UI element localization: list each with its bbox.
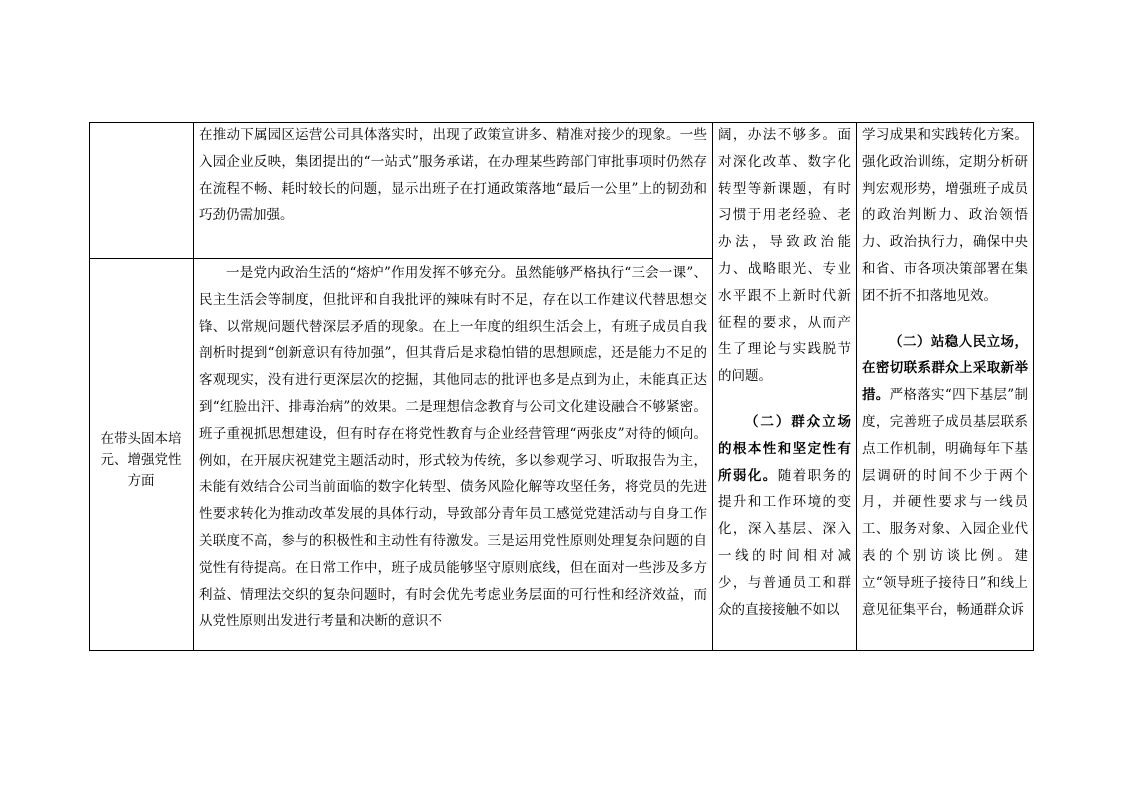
cause-heading-masses: （二）群众立场的根本性和坚定性有所弱化。 [718,413,851,484]
row-divider [89,258,713,259]
column-divider-3 [856,122,857,651]
row2-aspect-label: 在带头固本培元、增强党性方面 [100,431,182,489]
column-divider-2 [712,122,713,651]
table-left-border [89,122,90,651]
measure-paragraph-2-text: 严格落实“四下基层”制度，完善班子成员基层联系点工作机制，明确每年下基层调研的时间不少于两个月，并硬性要求与一线员工、服务对象、入园企业代表的个别访谈比例。建立“领导班子接待日”和线上意见征集平台，畅通群众诉 [862,387,1029,618]
column-divider-1 [193,122,194,651]
row2-problem-text: 一是党内政治生活的“熔炉”作用发挥不够充分。虽然能够严格执行“三会一课”、民主生活会等制度，但批评和自我批评的辣味有时不足，存在以工作建议代替思想交锋、以常规问题代替深层矛盾的现象。在上一年度的组织生活会上，有班子成员自我剖析时提到“创新意识有待加强”，但其背后是求稳怕错的思想顾虑，还是能力不足的客观现实，没有进行更深层次的挖掘，其他同志的批评也多是点到为止，未能真正达到“红脸出汗、排毒治病”的效果。二是理想信念教育与公司文化建设融合不够紧密。班子重视抓思想建设，但有时存在将党性教育与企业经营管理“两张皮”对待的倾向。例如，在开展庆祝建党主题活动时，形式较为传统，多以参观学习、听取报告为主，未能有效结合公司当前面临的数字化转型、债务风险化解等攻坚任务，将党员的先进性要求转化为推动改革发展的具体行动，导致部分青年员工感觉党建活动与自身工作关联度不高，参与的积极性和主动性有待激发。三是运用党性原则处理复杂问题的自觉性有待提高。在日常工作中，班子成员能够坚守原则底线，但在面对一些涉及多方利益、情理法交织的复杂问题时，有时会优先考虑业务层面的可行性和经济效益，而从党性原则出发进行考量和决断的意识不 [199,265,707,630]
cause-paragraph-2-text: 随着职务的提升和工作环境的变化，深入基层、深入一线的时间相对减少，与普通员工和群众的直接接触不如以 [718,467,851,618]
cause-paragraph-2 [718,409,851,623]
table-bottom-border [89,650,1034,651]
row1-problem-text: 在推动下属园区运营公司具体落实时，出现了政策宣讲多、精准对接少的现象。一些入园企业反映，集团提出的“一站式”服务承诺，在办理某些跨部门审批事项时仍然存在流程不畅、耗时较长的问题，显示出班子在打通政策落地“最后一公里”上的韧劲和巧劲仍需加强。 [199,127,707,224]
measure-heading-people: （二）站稳人民立场，在密切联系群众上采取新举措。 [862,333,1028,404]
measures-column [862,122,1028,623]
measure-paragraph-1: 学习成果和实践转化方案。强化政治训练，定期分析研判宏观形势，增强班子成员的政治判断力、政治领悟力、政治执行力，确保中央和省、市各项决策部署在集团不折不扣落地见效。 [862,127,1028,304]
table-right-border [1033,122,1034,651]
measure-paragraph-2 [862,329,1028,624]
cause-analysis-column [718,122,851,623]
cause-paragraph-1: 阔，办法不够多。面对深化改革、数字化转型等新课题，有时习惯于用老经验、老办法，导致政治能力、战略眼光、专业水平跟不上新时代新征程的要求，从而产生了理论与实践脱节的问题。 [718,127,851,385]
